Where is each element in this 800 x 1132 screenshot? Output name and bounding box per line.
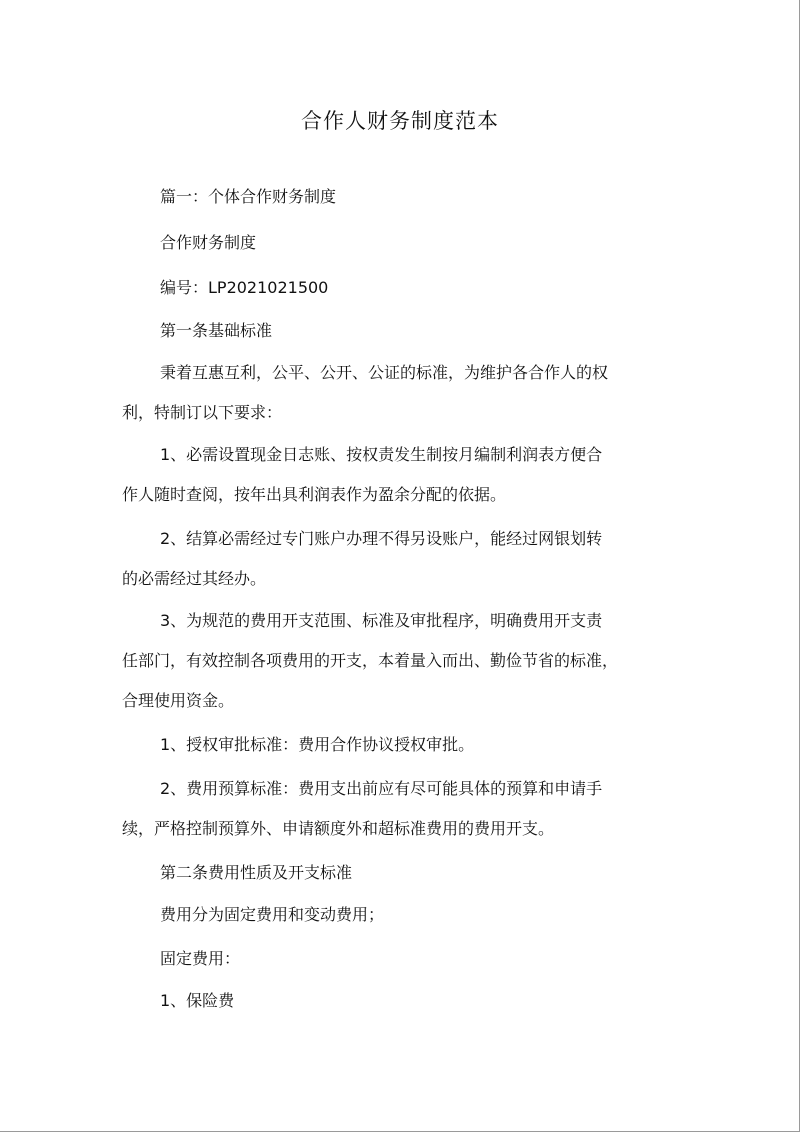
- document-title: 合作人财务制度范本: [301, 109, 499, 133]
- document-number: 编号：LP2021021500: [160, 278, 329, 297]
- paragraph-line: 固定费用：: [160, 949, 241, 968]
- paragraph-line: 2、费用预算标准：费用支出前应有尽可能具体的预算和申请手: [160, 779, 603, 798]
- list-item: 1、保险费: [160, 991, 235, 1010]
- article-heading: 第二条费用性质及开支标准: [160, 863, 353, 882]
- article-heading: 第一条基础标准: [160, 321, 273, 340]
- paragraph-line: 秉着互惠互利，公平、公开、公证的标准，为维护各合作人的权: [160, 363, 609, 382]
- paragraph-line: 合理使用资金。: [122, 691, 235, 710]
- paragraph-line: 1、必需设置现金日志账、按权责发生制按月编制利润表方便合: [160, 445, 603, 464]
- paragraph-line: 费用分为固定费用和变动费用；: [160, 905, 385, 924]
- paragraph-line: 2、结算必需经过专门账户办理不得另设账户，能经过网银划转: [160, 529, 603, 548]
- paragraph: 合作财务制度: [160, 233, 257, 252]
- paragraph-line: 任部门，有效控制各项费用的开支，本着量入而出、勤俭节省的标准，: [122, 651, 619, 670]
- paragraph-line: 作人随时查阅，按年出具利润表作为盈余分配的依据。: [122, 485, 507, 504]
- paragraph-line: 利，特制订以下要求：: [122, 403, 283, 422]
- paragraph-line: 的必需经过其经办。: [122, 569, 267, 588]
- paragraph-line: 3、为规范的费用开支范围、标准及审批程序，明确费用开支责: [160, 611, 603, 630]
- paragraph-line: 1、授权审批标准：费用合作协议授权审批。: [160, 735, 475, 754]
- section-heading: 篇一：个体合作财务制度: [160, 187, 337, 206]
- paragraph-line: 续，严格控制预算外、申请额度外和超标准费用的费用开支。: [122, 819, 555, 838]
